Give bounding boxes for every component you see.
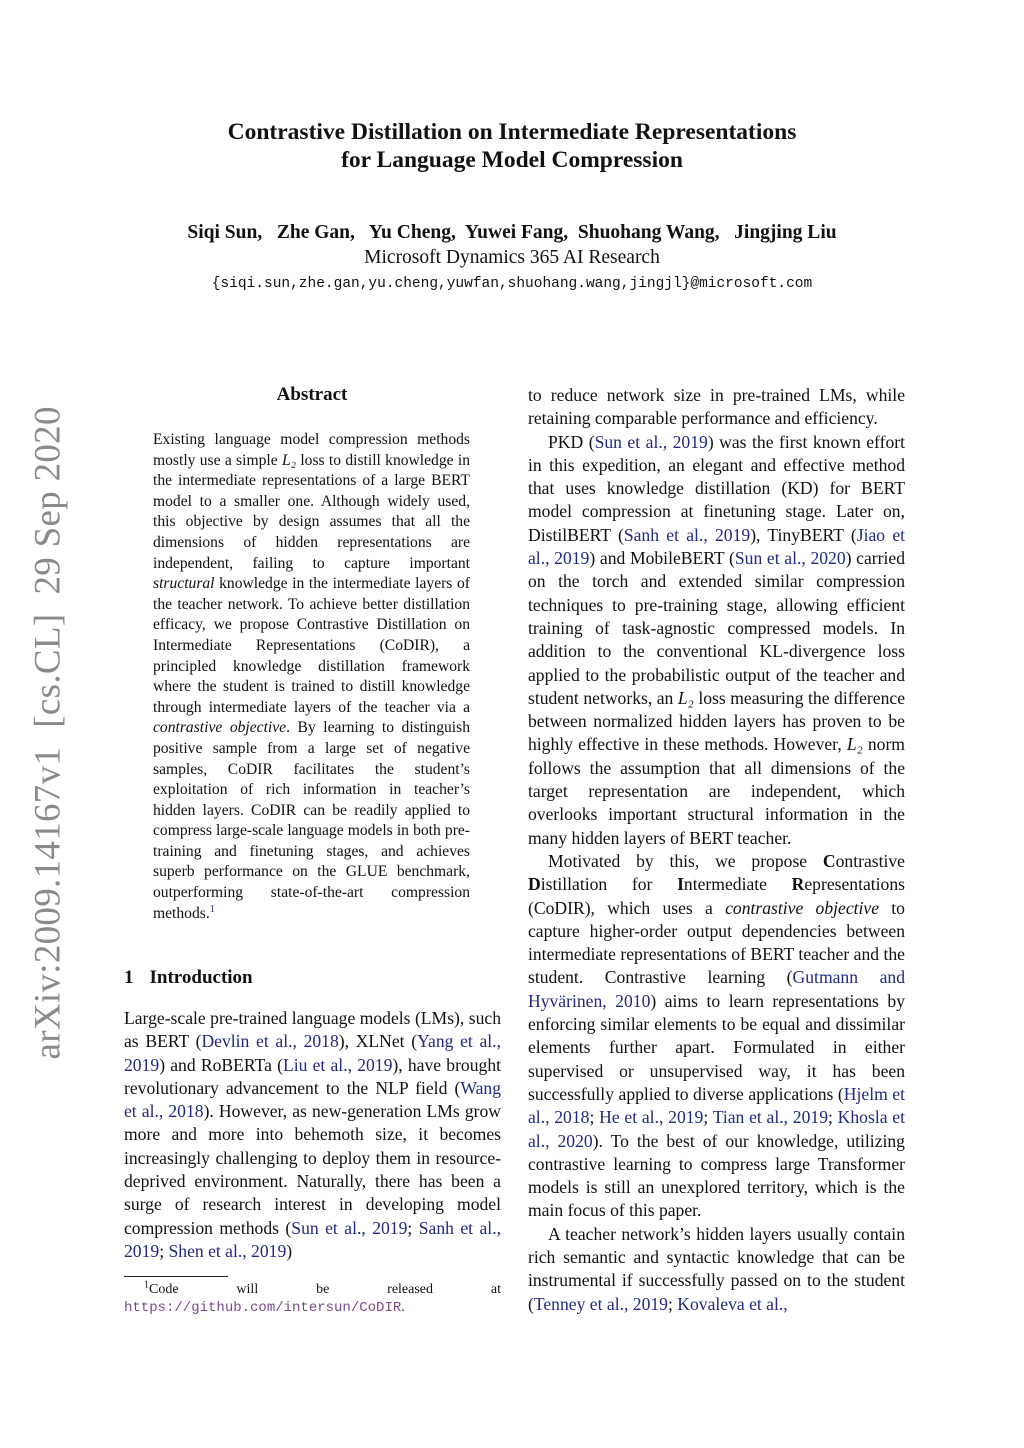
introduction-body-right <box>528 384 905 1316</box>
text-run: knowledge in the intermediate layers of the teacher network. To achieve better distillation efficacy, we propose Contrastive Distillation on Intermediate Representations (CoDIR), a principled knowledge distillation framework where the student is trained to distill knowledge through intermediate layers of the teacher via a <box>153 575 470 716</box>
title-line-1: Contrastive Distillation on Intermediate Representations <box>227 119 797 145</box>
section-heading-introduction <box>124 967 269 989</box>
text-run: ) and MobileBERT ( <box>589 548 735 569</box>
text-run: ), TinyBERT ( <box>750 524 857 545</box>
text-run: Motivated by this, we propose <box>548 850 823 871</box>
citation-link[interactable]: He et al., 2019 <box>599 1107 704 1128</box>
footnote-url-link[interactable]: https://github.com/intersun/CoDIR <box>124 1300 402 1316</box>
text-run: istillation for <box>540 874 678 895</box>
abstract-heading: Abstract <box>276 384 348 405</box>
text-run: ; <box>667 1293 678 1314</box>
citation-link[interactable]: Hjelm et al., 2018 <box>528 1083 905 1128</box>
footnote-text: Code will be released at <box>149 1282 501 1297</box>
paragraph <box>153 430 470 924</box>
text-run: ) <box>286 1240 293 1261</box>
text-run: PKD ( <box>548 431 595 452</box>
citation-link[interactable]: Sun et al., 2019 <box>594 431 708 452</box>
text-run: contrastive objective <box>153 719 287 737</box>
text-run: ) and RoBERTa ( <box>159 1054 283 1075</box>
emails: {siqi.sun,zhe.gan,yu.cheng,yuwfan,shuohang.wang,jingjl}@microsoft.com <box>211 276 813 292</box>
citation-link[interactable]: Sanh et al., 2019 <box>124 1217 501 1261</box>
text-run: R <box>791 874 805 895</box>
footnote-end: . <box>401 1300 405 1315</box>
text-run: Existing language model compression methods mostly use a simple <box>153 431 470 469</box>
footnote-rule <box>124 1276 228 1277</box>
text-run: loss measuring the difference between normalized hidden layers has proven to be highly effective in these methods. However, <box>528 687 905 755</box>
text-run: . By learning to distinguish positive sample from a large set of negative samples, CoDIR facilitates the student’s exploitation of rich information in teacher’s hidden layers. CoDIR can be readily applied to compress large-scale language models in both pre-training and finetuning stages, and achieves superb performance on the GLUE benchmark, outperforming state-of-the-art compression methods. <box>153 719 470 922</box>
introduction-body-left <box>124 1007 501 1263</box>
text-run: loss to distill knowledge in the intermediate representations of a large BERT model to a smaller one. Although widely used, this objective by design assumes that all the dimensions of hidden representations are independent, failing to capture important <box>153 451 470 572</box>
citation-link[interactable]: 1 <box>209 903 215 915</box>
text-run: Large-scale pre-trained language models (LMs), such as BERT ( <box>124 1008 501 1052</box>
text-run: norm follows the assumption that all dimensions of the target representation are independent, which overlooks important structural information in the many hidden layers of BERT teacher. <box>528 734 905 848</box>
text-run: ; <box>703 1107 713 1128</box>
citation-link[interactable]: Devlin et al., 2018 <box>201 1031 339 1052</box>
citation-link[interactable]: Kovaleva et al., <box>677 1293 788 1314</box>
citation-link[interactable]: Sun et al., 2019 <box>291 1217 408 1238</box>
text-run: ; <box>828 1107 838 1128</box>
text-run: ), XLNet ( <box>338 1031 418 1052</box>
text-run: ), have brought revolutionary advancement to the NLP field ( <box>124 1054 502 1098</box>
text-run: ). However, as new-generation LMs grow more and more into behemoth size, it becomes increasingly challenging to deploy them in resource-deprived environment. Naturally, there has been a surge of research interest in developing model compression methods ( <box>124 1101 501 1238</box>
footnote <box>124 1281 501 1317</box>
arxiv-stamp: arXiv:2009.14167v1 [cs.CL] 29 Sep 2020 <box>27 406 69 1060</box>
paragraph <box>124 1007 501 1263</box>
text-run: structural <box>153 575 215 593</box>
paragraph <box>528 431 905 850</box>
text-run: to reduce network size in pre-trained LMs, while retaining comparable performance and efficiency. <box>528 385 905 429</box>
text-run: ; <box>159 1240 169 1261</box>
text-run: ontrastive <box>835 850 905 871</box>
abstract-body <box>153 430 470 924</box>
citation-link[interactable]: Khosla et al., 2020 <box>528 1107 905 1151</box>
footnote-mark: 1 <box>144 1279 149 1291</box>
citation-link[interactable]: Tian et al., 2019 <box>712 1107 828 1128</box>
citation-link[interactable]: Gutmann and Hyvärinen, 2010 <box>528 967 905 1011</box>
text-run: D <box>528 874 541 895</box>
citation-link[interactable]: Liu et al., 2019 <box>282 1054 393 1075</box>
text-run: ) was the first known effort in this expedition, an elegant and effective method that uses knowledge distillation (KD) for BERT model compression at finetuning stage. Later on, DistilBERT ( <box>528 431 905 545</box>
citation-link[interactable]: Sun et al., 2020 <box>734 548 846 569</box>
text-run: L₂ <box>677 687 694 708</box>
text-run: contrastive objective <box>725 897 880 918</box>
citation-link[interactable]: Tenney et al., 2019 <box>533 1293 668 1314</box>
paper-title <box>0 118 1024 174</box>
text-run: ntermediate <box>683 874 792 895</box>
text-run: L₂ <box>281 451 297 469</box>
affiliation: Microsoft Dynamics 365 AI Research <box>364 247 660 268</box>
citation-link[interactable]: Yang et al., 2019 <box>124 1031 501 1075</box>
citation-link[interactable]: Jiao et al., 2019 <box>528 524 906 569</box>
text-run: epresentations (CoDIR), which uses a <box>528 874 905 918</box>
section-number: 1 <box>124 967 134 988</box>
text-run: I <box>677 874 684 895</box>
citation-link[interactable]: Sanh et al., 2019 <box>623 524 751 545</box>
text-run: L₂ <box>846 734 863 755</box>
text-run: to capture higher-order output dependencies between intermediate representations of BERT teacher and the student. Contrastive learning ( <box>528 897 905 988</box>
text-run: C <box>822 850 836 871</box>
text-run: ; <box>407 1217 419 1238</box>
text-run: ). To the best of our knowledge, utilizing contrastive learning to compress large Transformer models is still an unexplored territory, which is the main focus of this paper. <box>528 1130 905 1221</box>
title-line-2: for Language Model Compression <box>341 147 683 173</box>
paragraph <box>528 850 905 1223</box>
paragraph <box>528 1223 905 1316</box>
text-run: A teacher network’s hidden layers usually contain rich semantic and syntactic knowledge that can be instrumental if successfully passed on to the student ( <box>528 1223 905 1314</box>
citation-link[interactable]: Wang et al., 2018 <box>124 1077 501 1122</box>
text-run: ; <box>589 1107 600 1128</box>
authors: Siqi Sun, Zhe Gan, Yu Cheng, Yuwei Fang, Shuohang Wang, Jingjing Liu <box>187 222 837 243</box>
text-run: ) carried on the torch and extended similar compression techniques to pre-training stage, allowing efficient training of task-agnostic compressed models. In addition to the conventional KL-divergence loss applied to the probabilistic output of the teacher and student networks, an <box>528 548 905 708</box>
paragraph <box>528 384 905 431</box>
section-title: Introduction <box>149 967 253 988</box>
citation-link[interactable]: Shen et al., 2019 <box>168 1240 287 1261</box>
text-run: ) aims to learn representations by enforcing similar elements to be equal and dissimilar elements further apart. Formulated in either supervised or unsupervised way, it has been successfully applied to diverse applications ( <box>528 990 905 1104</box>
